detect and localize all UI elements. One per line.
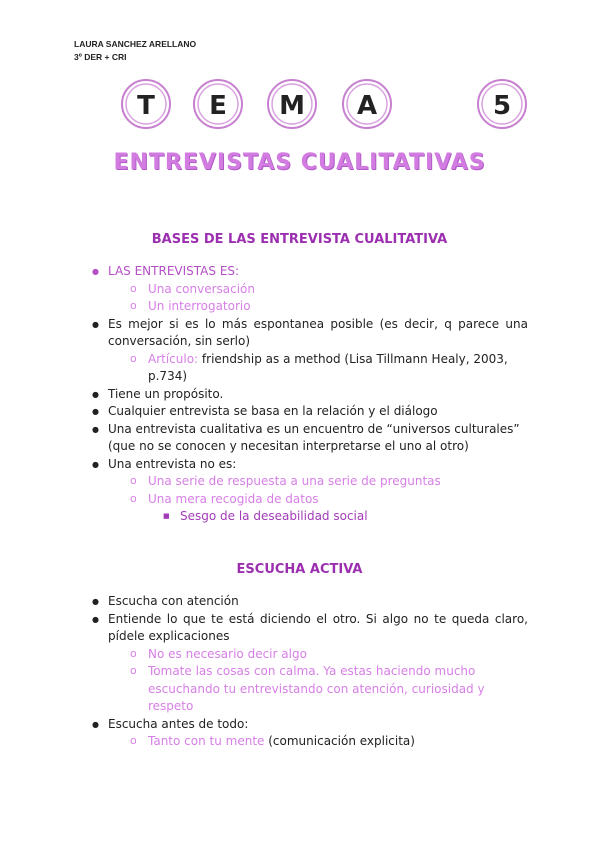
list-item: ● Escucha con atención xyxy=(92,593,528,611)
section1-list xyxy=(92,263,528,526)
main-title: ENTREVISTAS CUALITATIVAS xyxy=(113,150,486,175)
sub-list-item: o Artículo: friendship as a method (Lisa Tillmann Healy, 2003, p.734) xyxy=(92,351,528,386)
sub-list-item: o No es necesario decir algo xyxy=(92,646,528,664)
sub-sub-list-item: ■ Sesgo de la deseabilidad social xyxy=(92,508,528,526)
list-item: ● Entiende lo que te está diciendo el otro. Si algo no te queda claro, pídele explicaciones xyxy=(92,611,528,646)
sub-list-item: o Tomate las cosas con calma. Ya estas haciendo mucho escuchando tu entrevistando con atención, curiosidad y respeto xyxy=(92,663,528,716)
list-item: ● Tiene un propósito. xyxy=(92,386,528,404)
tema-letter-1: T xyxy=(137,91,155,121)
tema-letter-4: A xyxy=(356,91,378,121)
sub-list-item: o Una conversación xyxy=(92,281,528,299)
course-label: 3º DER + CRI xyxy=(74,52,127,62)
sub-list-item: o Una serie de respuesta a una serie de preguntas xyxy=(92,473,528,491)
tema-letter-2: E xyxy=(209,91,227,121)
tema-circle-5 xyxy=(478,80,526,128)
list-item: ● Cualquier entrevista se basa en la relación y el diálogo xyxy=(92,403,528,421)
tema-circle-1 xyxy=(122,80,170,128)
list-item: ● Es mejor si es lo más espontanea posible (es decir, q parece una conversación, sin serlo) xyxy=(92,316,528,351)
section1-title: BASES DE LAS ENTREVISTA CUALITATIVA xyxy=(151,232,448,247)
list-item: ● Escucha antes de todo: xyxy=(92,716,528,734)
sub-list-item: o Un interrogatorio xyxy=(92,298,528,316)
section2-title: ESCUCHA ACTIVA xyxy=(236,562,363,577)
tema-letter-3: M xyxy=(279,91,305,121)
sub-list-item: o Una mera recogida de datos xyxy=(92,491,528,509)
list-item: ● LAS ENTREVISTAS ES: xyxy=(92,263,528,281)
sub-list-item: o Tanto con tu mente (comunicación explicita) xyxy=(92,733,528,751)
tema-circles xyxy=(0,0,599,150)
tema-circle-3 xyxy=(268,80,316,128)
list-item: ● Una entrevista no es: xyxy=(92,456,528,474)
section2-list xyxy=(92,593,528,751)
author-name: LAURA SANCHEZ ARELLANO xyxy=(74,39,197,49)
list-item: ● Una entrevista cualitativa es un encuentro de “universos culturales” (que no se conocen y necesitan interpretarse el uno al otro) xyxy=(92,421,528,456)
tema-circle-2 xyxy=(194,80,242,128)
tema-letter-5: 5 xyxy=(492,91,512,121)
tema-circle-4 xyxy=(343,80,391,128)
